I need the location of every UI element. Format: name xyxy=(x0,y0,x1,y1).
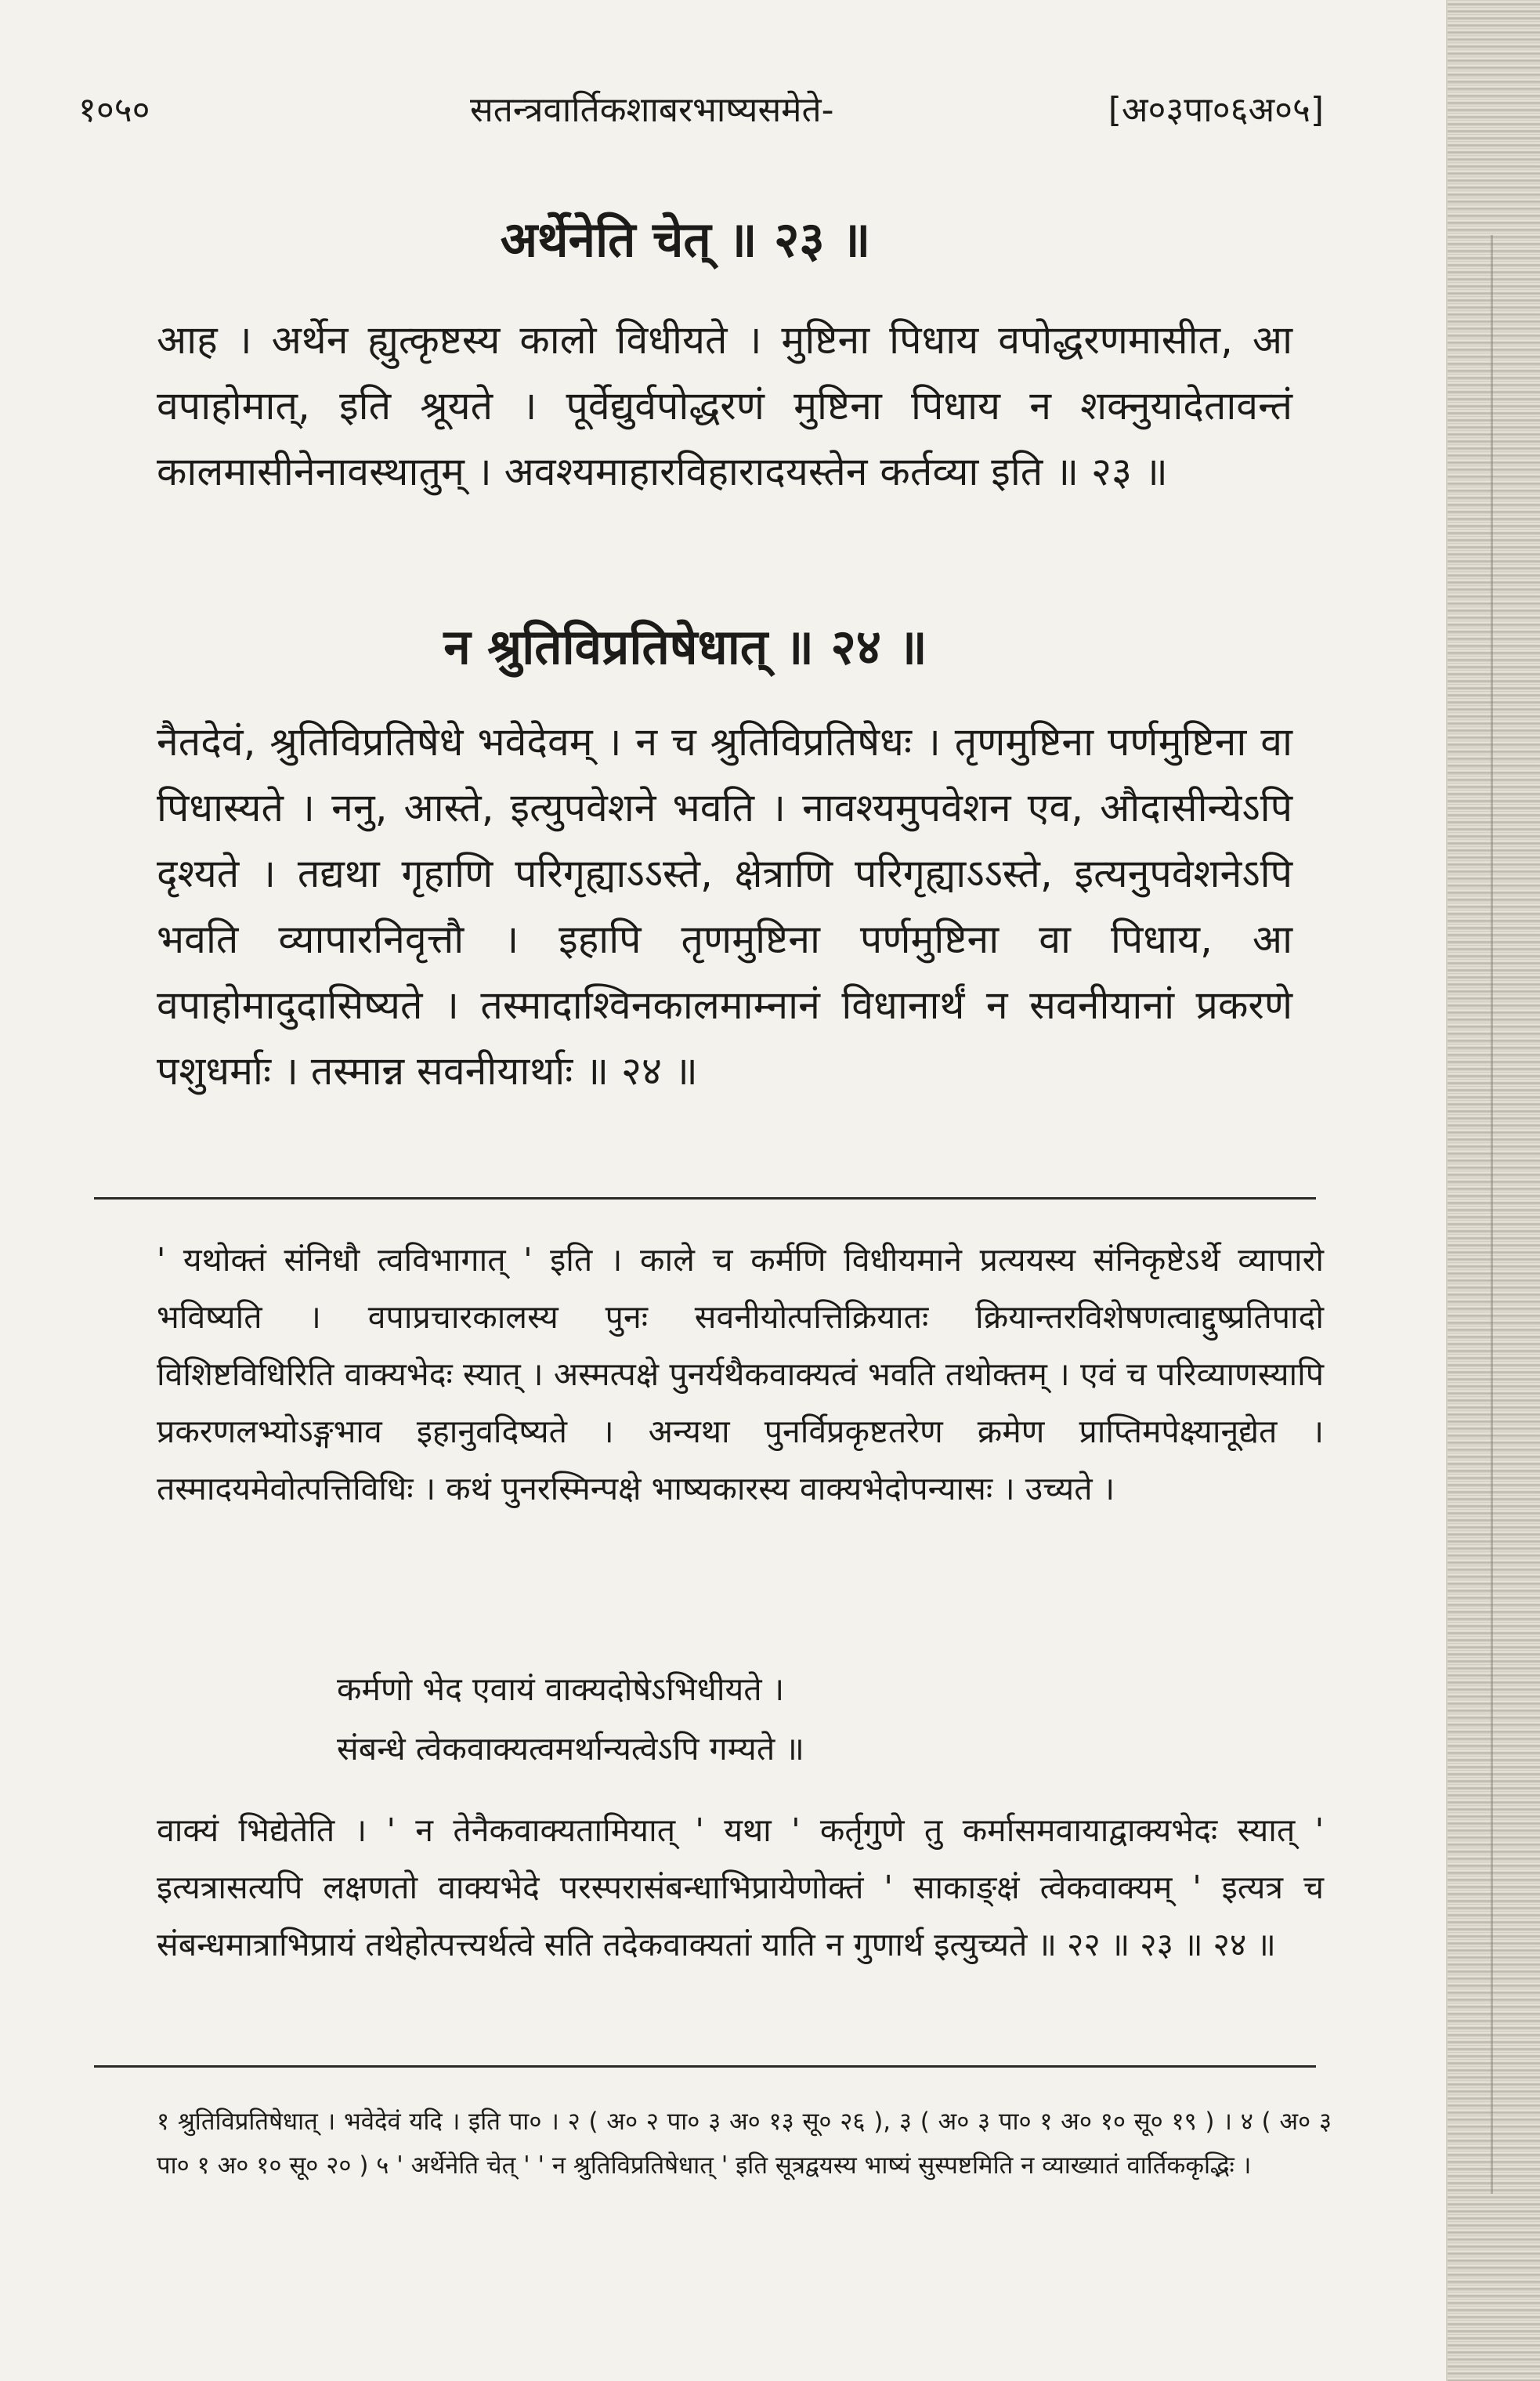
edge-line xyxy=(1491,235,1493,2194)
sutra-24-bhashya xyxy=(157,709,1292,1104)
divider-footnotes xyxy=(94,2065,1316,2068)
sutra-24-heading: न श्रुतिविप्रतिषेधात् ॥ २४ ॥ xyxy=(443,618,927,675)
tantravartika-commentary-2 xyxy=(157,1802,1324,1974)
footnote-text: १ श्रुतिविप्रतिषेधात् । भवेदेवं यदि । इति पा० । २ ( अ० २ पा० ३ अ० १३ सू० २६ ), ३ ( अ० ३ पा० १ अ० १० सू० १९ ) । ४ ( अ० ३ पा० १ अ० १० सू० २० ) ५ ' अर्थेनेति चेत् ' ' न श्रुतिविप्रतिषेधात् ' इति सूत्रद्वयस्य भाष्यं सुस्पष्टमिति न व्याख्यातं वार्तिककृद्भिः । xyxy=(157,2108,1332,2180)
sutra-23-text: आह । अर्थेन ह्युत्कृष्टस्य कालो विधीयते । मुष्टिना पिधाय वपोद्धरणमासीत, आ वपाहोमात्, इति श्रूयते । पूर्वेद्युर्वपोद्धरणं मुष्टिना पिधाय न शक्नुयादेतावन्तं कालमासीनेनावस्थातुम् । अवश्यमाहारविहारादयस्तेन कर्तव्या इति ॥ २३ ॥ xyxy=(157,317,1292,494)
page-header xyxy=(78,85,1324,147)
running-title: सतन्त्रवार्तिकशाबरभाष्यसमेते- xyxy=(470,90,834,130)
sutra-23-heading: अर्थेनेति चेत् ॥ २३ ॥ xyxy=(500,211,871,268)
tantravartika-commentary xyxy=(157,1232,1324,1518)
sutra-24-text: नैतदेवं, श्रुतिविप्रतिषेधे भवेदेवम् । न च श्रुतिविप्रतिषेधः । तृणमुष्टिना पर्णमुष्टिना वा पिधास्यते । ननु, आस्ते, इत्युपवेशने भवति । नावश्यमुपवेशन एव, औदासीन्येऽपि दृश्यते । तद्यथा गृहाणि परिगृह्याऽऽस्ते, क्षेत्राणि परिगृह्याऽऽस्ते, इत्यनुपवेशनेऽपि भवति व्यापारनिवृत्तौ । इहापि तृणमुष्टिना पर्णमुष्टिना वा पिधाय, आ वपाहोमादुदासिष्यते । तस्मादाश्विनकालमाम्नानं विधानार्थं न सवनीयानां प्रकरणे पशुधर्माः । तस्मान्न सवनीयार्थाः ॥ २४ ॥ xyxy=(157,719,1292,1094)
divider-top xyxy=(94,1197,1316,1200)
verse-line-2: संबन्धे त्वेकवाक्यत्वमर्थान्यत्वेऽपि गम्यते ॥ xyxy=(337,1730,804,1768)
commentary-verse xyxy=(337,1659,1198,1779)
commentary-paragraph-2: वाक्यं भिद्येतेति । ' न तेनैकवाक्यतामियात् ' यथा ' कर्तृगुणे तु कर्मासमवायाद्वाक्यभेदः स्यात् ' इत्यत्रासत्यपि लक्षणतो वाक्यभेदे परस्परासंबन्धाभिप्रायेणोक्तं ' साकाङ्क्षं त्वेकवाक्यम् ' इत्यत्र च संबन्धमात्राभिप्रायं तथेहोत्पत्त्यर्थत्वे सति तदेकवाक्यतां याति न गुणार्थ इत्युच्यते ॥ २२ ॥ २३ ॥ २४ ॥ xyxy=(157,1811,1324,1963)
sutra-23-bhashya xyxy=(157,307,1292,505)
page-edge-scan-margin xyxy=(1446,0,1540,2381)
section-reference: [अ०३पा०६अ०५] xyxy=(1108,90,1324,130)
footnotes xyxy=(157,2100,1332,2187)
commentary-paragraph-1: ' यथोक्तं संनिधौ त्वविभागात् ' इति । काले च कर्मणि विधीयमाने प्रत्ययस्य संनिकृष्टेऽर्थे व्यापारो भविष्यति । वपाप्रचारकालस्य पुनः सवनीयोत्पत्तिक्रियातः क्रियान्तरविशेषणत्वाद्दुष्प्रतिपादो विशिष्टविधिरिति वाक्यभेदः स्यात् । अस्मत्पक्षे पुनर्यथैकवाक्यत्वं भवति तथोक्तम् । एवं च परिव्याणस्यापि प्रकरणलभ्योऽङ्गभाव इहानुवदिष्यते । अन्यथा पुनर्विप्रकृष्टतरेण क्रमेण प्राप्तिमपेक्ष्यानूद्येत । तस्मादयमेवोत्पत्तिविधिः । कथं पुनरस्मिन्पक्षे भाष्यकारस्य वाक्यभेदोपन्यासः । उच्यते । xyxy=(157,1241,1324,1507)
page-number: १०५० xyxy=(78,90,150,130)
verse-line-1: कर्मणो भेद एवायं वाक्यदोषेऽभिधीयते । xyxy=(337,1670,785,1708)
